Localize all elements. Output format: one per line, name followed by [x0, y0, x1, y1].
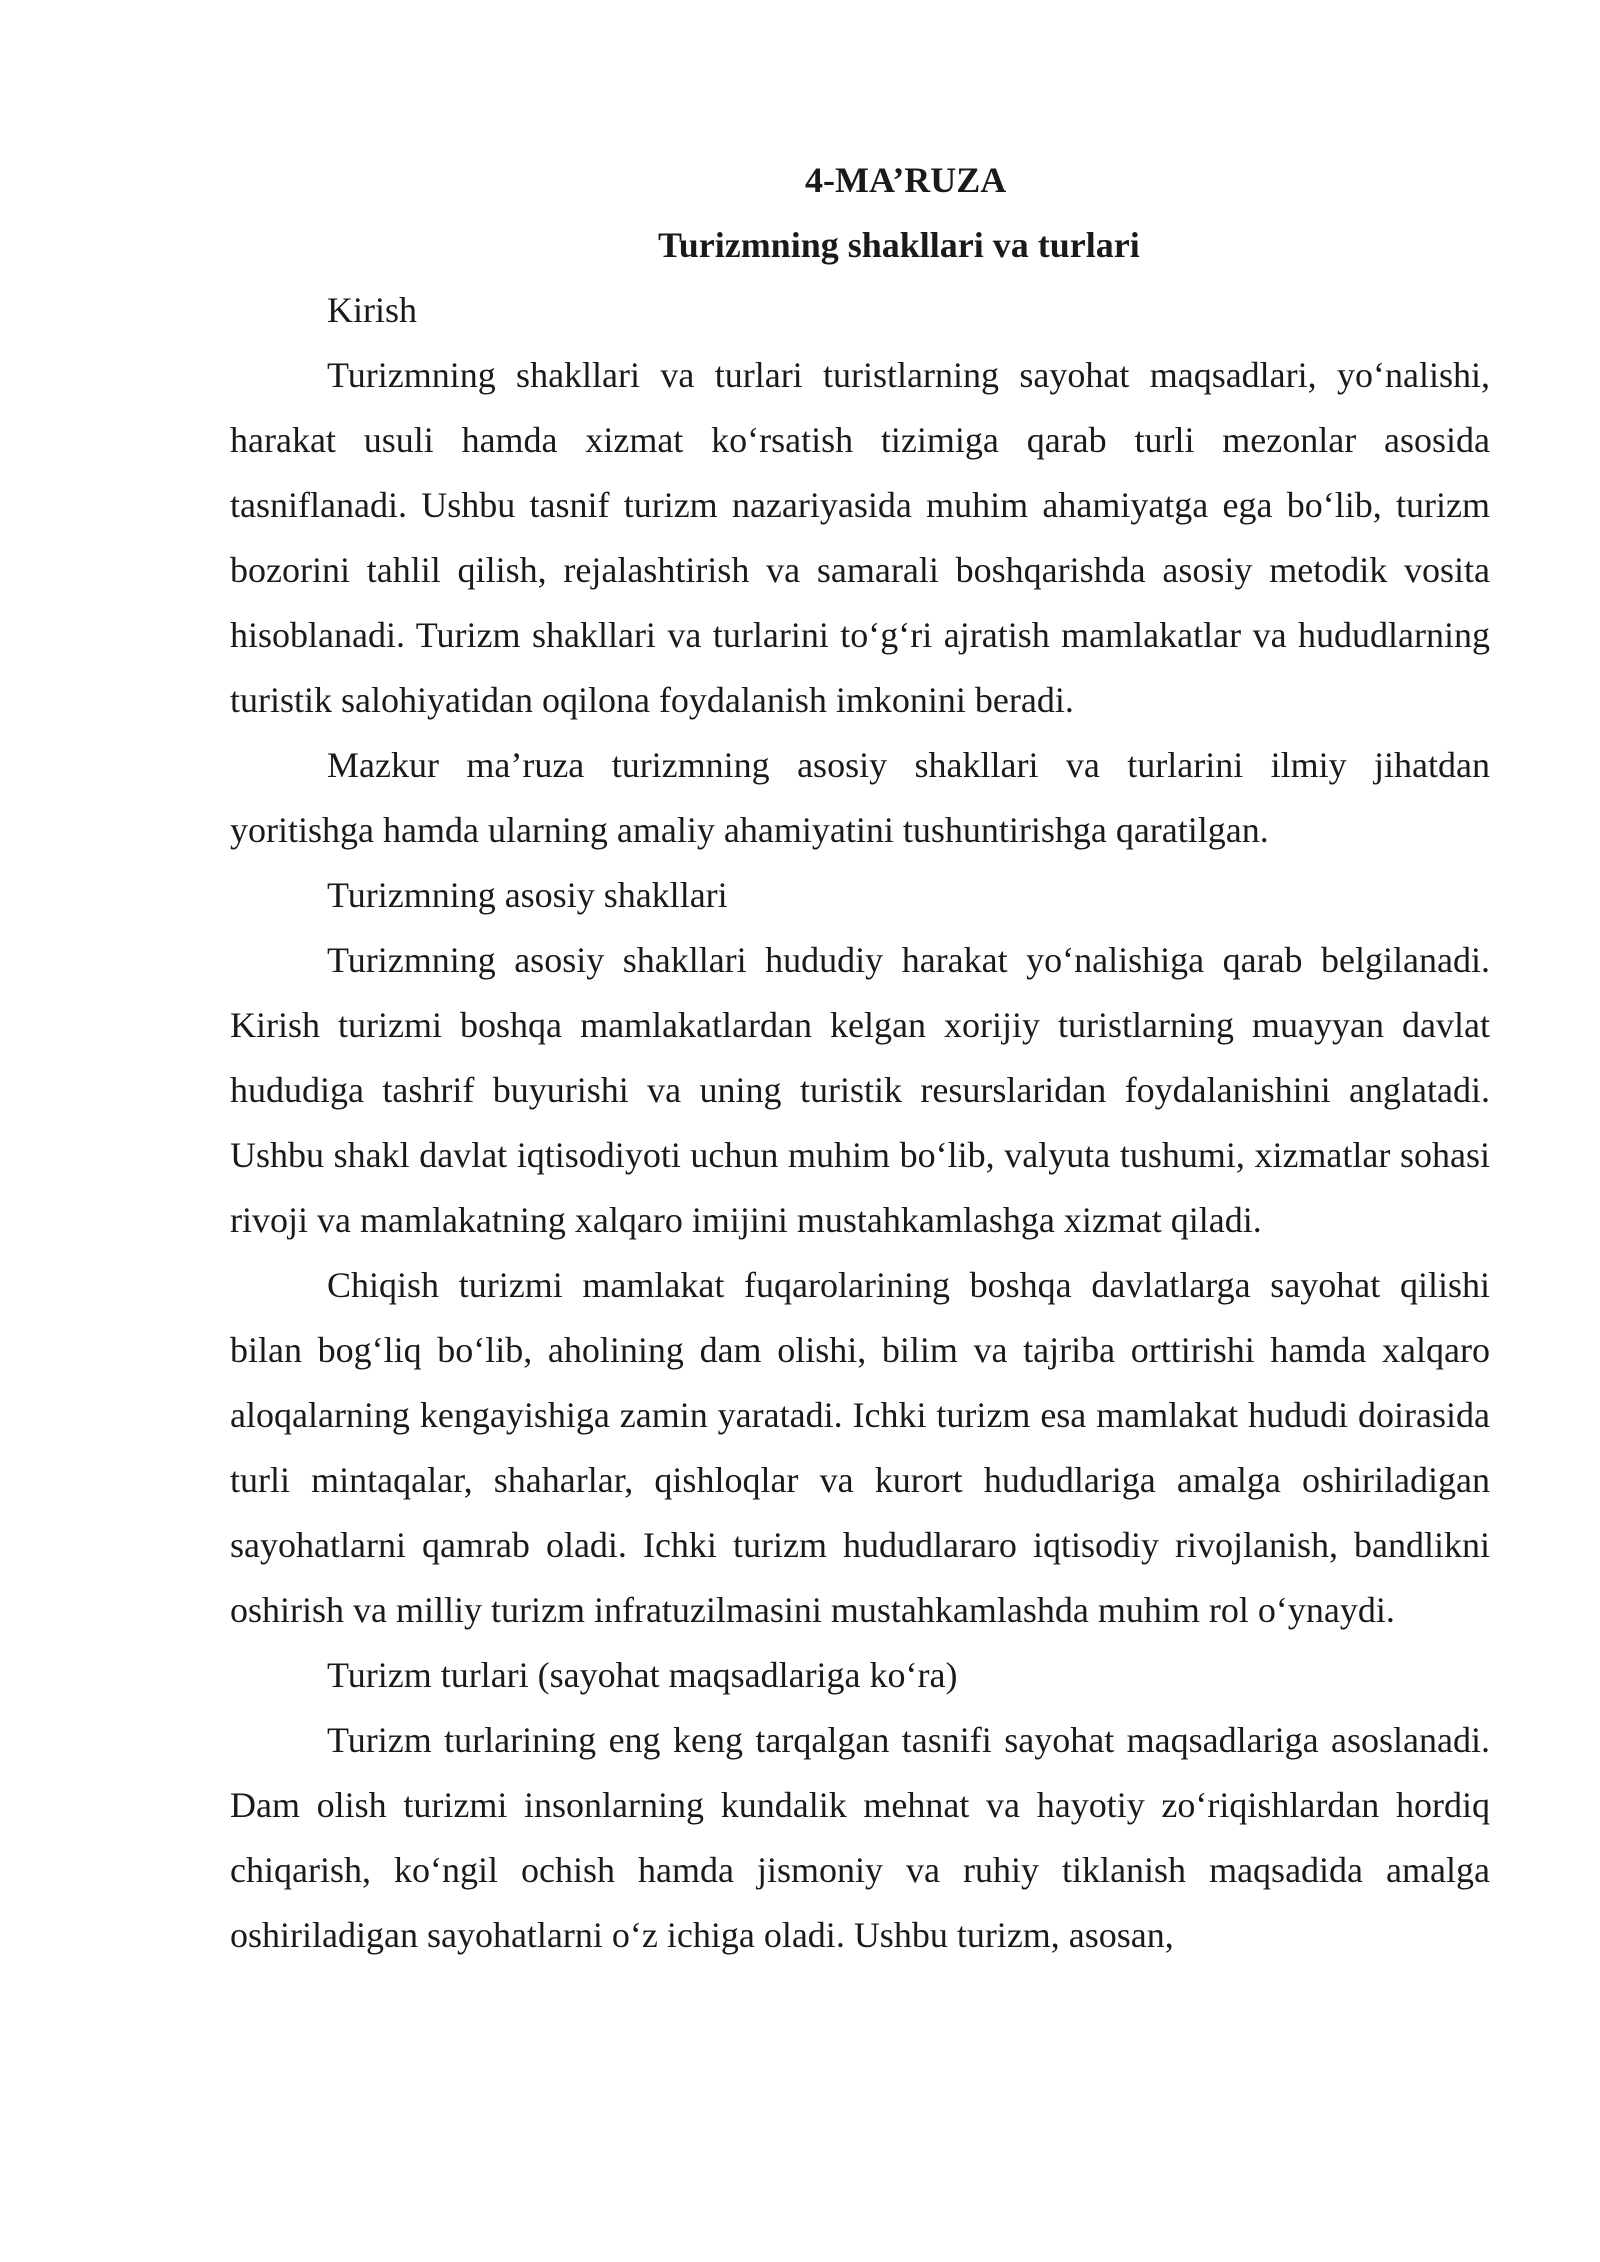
section-heading-tourism-types: Turizm turlari (sayohat maqsadlariga ko‘ra): [327, 1655, 958, 1695]
paragraph: Mazkur ma’ruza turizmning asosiy shakllari va turlarini ilmiy jihatdan yoritishga hamda ularning amaliy ahamiyatini tushuntirishga qaratilgan.: [230, 745, 1490, 850]
paragraph: Turizm turlarining eng keng tarqalgan tasnifi sayohat maqsadlariga asoslanadi. Dam olish turizmi insonlarning kundalik mehnat va hayotiy zo‘riqishlardan hordiq chiqarish, ko‘ngil ochish hamda jismoniy va ruhiy tiklanish maqsadida amalga oshiriladigan sayohatlarni o‘z ichiga oladi. Ushbu turizm, asosan,: [230, 1720, 1490, 1955]
paragraph: Chiqish turizmi mamlakat fuqarolarining boshqa davlatlarga sayohat qilishi bilan bog‘liq bo‘lib, aholining dam olishi, bilim va tajriba orttirishi hamda xalqaro aloqalarning kengayishiga zamin yaratadi. Ichki turizm esa mamlakat hududi doirasida turli mintaqalar, shaharlar, qishloqlar va kurort hududlariga amalga oshiriladigan sayohatlarni qamrab oladi. Ichki turizm hududlararo iqtisodiy rivojlanish, bandlikni oshirish va milliy turizm infratuzilmasini mustahkamlashda muhim rol o‘ynaydi.: [230, 1265, 1490, 1630]
paragraph: Turizmning asosiy shakllari hududiy harakat yo‘nalishiga qarab belgilanadi. Kirish turizmi boshqa mamlakatlardan kelgan xorijiy turistlarning muayyan davlat hududiga tashrif buyurishi va uning turistik resurslaridan foydalanishini anglatadi. Ushbu shakl davlat iqtisodiyoti uchun muhim bo‘lib, valyuta tushumi, xizmatlar sohasi rivoji va mamlakatning xalqaro imijini mustahkamlashga xizmat qiladi.: [230, 940, 1490, 1240]
lecture-title: Turizmning shakllari va turlari: [658, 225, 1140, 265]
section-heading-introduction: Kirish: [327, 290, 417, 330]
document-page: [230, 148, 1490, 1968]
paragraph: Turizmning shakllari va turlari turistlarning sayohat maqsadlari, yo‘nalishi, harakat usuli hamda xizmat ko‘rsatish tizimiga qarab turli mezonlar asosida tasniflanadi. Ushbu tasnif turizm nazariyasida muhim ahamiyatga ega bo‘lib, turizm bozorini tahlil qilish, rejalashtirish va samarali boshqarishda asosiy metodik vosita hisoblanadi. Turizm shakllari va turlarini to‘g‘ri ajratish mamlakatlar va hududlarning turistik salohiyatidan oqilona foydalanish imkonini beradi.: [230, 355, 1490, 720]
section-heading-main-forms: Turizmning asosiy shakllari: [327, 875, 728, 915]
lecture-number: 4-MA’RUZA: [805, 160, 1007, 200]
